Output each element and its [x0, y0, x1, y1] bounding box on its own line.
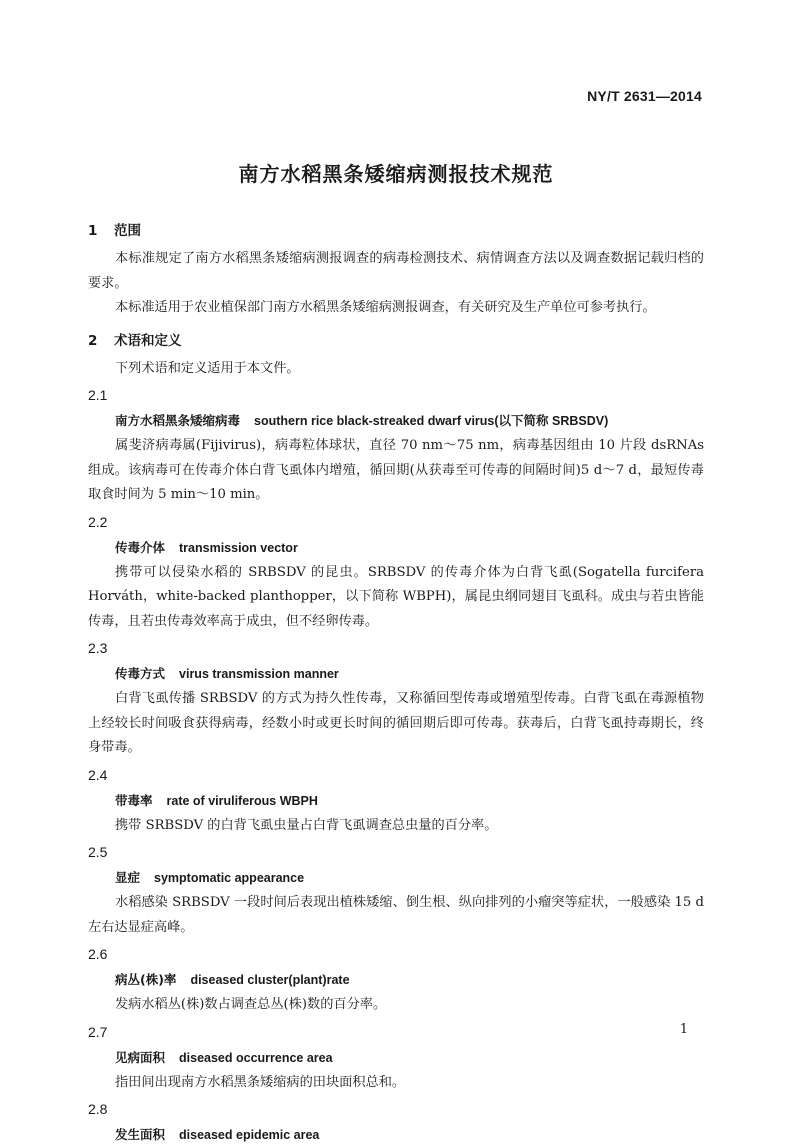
term-en: symptomatic appearance — [154, 871, 305, 885]
term-en: diseased epidemic area — [179, 1128, 320, 1142]
term-heading — [88, 1122, 704, 1148]
standard-code: NY/T 2631—2014 — [587, 88, 702, 104]
term-zh: 显症 — [115, 870, 141, 885]
term-en: diseased cluster(plant)rate — [190, 973, 350, 987]
term-en: diseased occurrence area — [179, 1050, 333, 1065]
term-heading — [88, 967, 704, 993]
term-en: transmission vector — [179, 540, 298, 555]
term-number: 2.3 — [88, 640, 108, 656]
paragraph: 下列术语和定义适用于本文件。 — [115, 360, 300, 376]
term-heading — [88, 1045, 704, 1071]
term-en: virus transmission manner — [179, 667, 339, 681]
term-heading — [88, 788, 704, 814]
term-definition: 水稻感染 SRBSDV 一段时间后表现出植株矮缩、倒生根、纵向排列的小瘤突等症状，一般感染 15 d 左右达显症高峰。 — [88, 895, 704, 935]
paragraph: 本标准适用于农业植保部门南方水稻黑条矮缩病测报调查，有关研究及生产单位可参考执行。 — [115, 300, 656, 315]
document-body — [88, 219, 704, 1148]
term-en: rate of viruliferous WBPH — [166, 793, 318, 808]
term-number: 2.8 — [88, 1101, 108, 1117]
term-number: 2.4 — [88, 766, 108, 783]
term-number: 2.5 — [88, 844, 108, 860]
term-zh: 发生面积 — [115, 1127, 166, 1142]
terms-list — [88, 383, 704, 1148]
term-zh: 南方水稻黑条矮缩病毒 — [115, 413, 241, 428]
section-heading-terms — [88, 329, 704, 353]
term-definition: 发病水稻丛(株)数占调查总丛(株)数的百分率。 — [115, 997, 387, 1012]
section-title: 术语和定义 — [114, 332, 182, 349]
section-title: 范围 — [114, 223, 141, 239]
term-definition: 指田间出现南方水稻黑条矮缩病的田块面积总和。 — [115, 1074, 406, 1090]
term-heading — [88, 661, 704, 687]
term-zh: 见病面积 — [115, 1049, 166, 1065]
term-number: 2.1 — [88, 387, 108, 403]
paragraph: 本标准规定了南方水稻黑条矮缩病测报调查的病毒检测技术、病情调查方法以及调查数据记载归档的要求。 — [88, 251, 704, 291]
term-definition: 携带可以侵染水稻的 SRBSDV 的昆虫。SRBSDV 的传毒介体为白背飞虱(Sogatella furcifera Horváth，white-backed planthopper，以下简称 WBPH)，属昆虫纲同翅目飞虱科。成虫与若虫皆能传毒，且若虫传毒效率高于成虫，但不经卵传毒。 — [88, 564, 704, 629]
term-definition: 属斐济病毒属(Fijivirus)，病毒粒体球状，直径 70 nm～75 nm，病毒基因组由 10 片段 dsRNAs 组成。该病毒可在传毒介体白背飞虱体内增殖，循回期(从获毒至可传毒的间隔时间)5 d～7 d，最短传毒取食时间为 5 min～10 min。 — [88, 438, 704, 502]
term-number: 2.2 — [88, 513, 108, 530]
term-zh: 病丛(株)率 — [115, 972, 177, 987]
page-number: 1 — [679, 1022, 688, 1037]
section-number: 1 — [88, 223, 98, 239]
term-abbreviation: (以下简称 SRBSDV) — [494, 414, 609, 428]
term-zh: 带毒率 — [115, 792, 153, 808]
section-heading-scope — [88, 219, 704, 243]
term-definition: 携带 SRBSDV 的白背飞虱虫量占白背飞虱调查总虫量的百分率。 — [115, 817, 498, 833]
section-number: 2 — [88, 332, 98, 349]
term-heading — [88, 535, 704, 561]
term-zh: 传毒方式 — [115, 666, 166, 681]
term-number: 2.6 — [88, 946, 108, 962]
term-heading — [88, 408, 704, 434]
term-number: 2.7 — [88, 1023, 108, 1040]
term-en: southern rice black-streaked dwarf virus — [254, 414, 495, 428]
term-zh: 传毒介体 — [115, 539, 166, 555]
term-definition: 白背飞虱传播 SRBSDV 的方式为持久性传毒，又称循回型传毒或增殖型传毒。白背飞虱在毒源植物上经较长时间吸食获得病毒，经数小时或更长时间的循回期后即可传毒。获毒后，白背飞虱持毒期长，终身带毒。 — [88, 691, 704, 755]
document-title: 南方水稻黑条矮缩病测报技术规范 — [238, 162, 554, 186]
term-heading — [88, 865, 704, 891]
